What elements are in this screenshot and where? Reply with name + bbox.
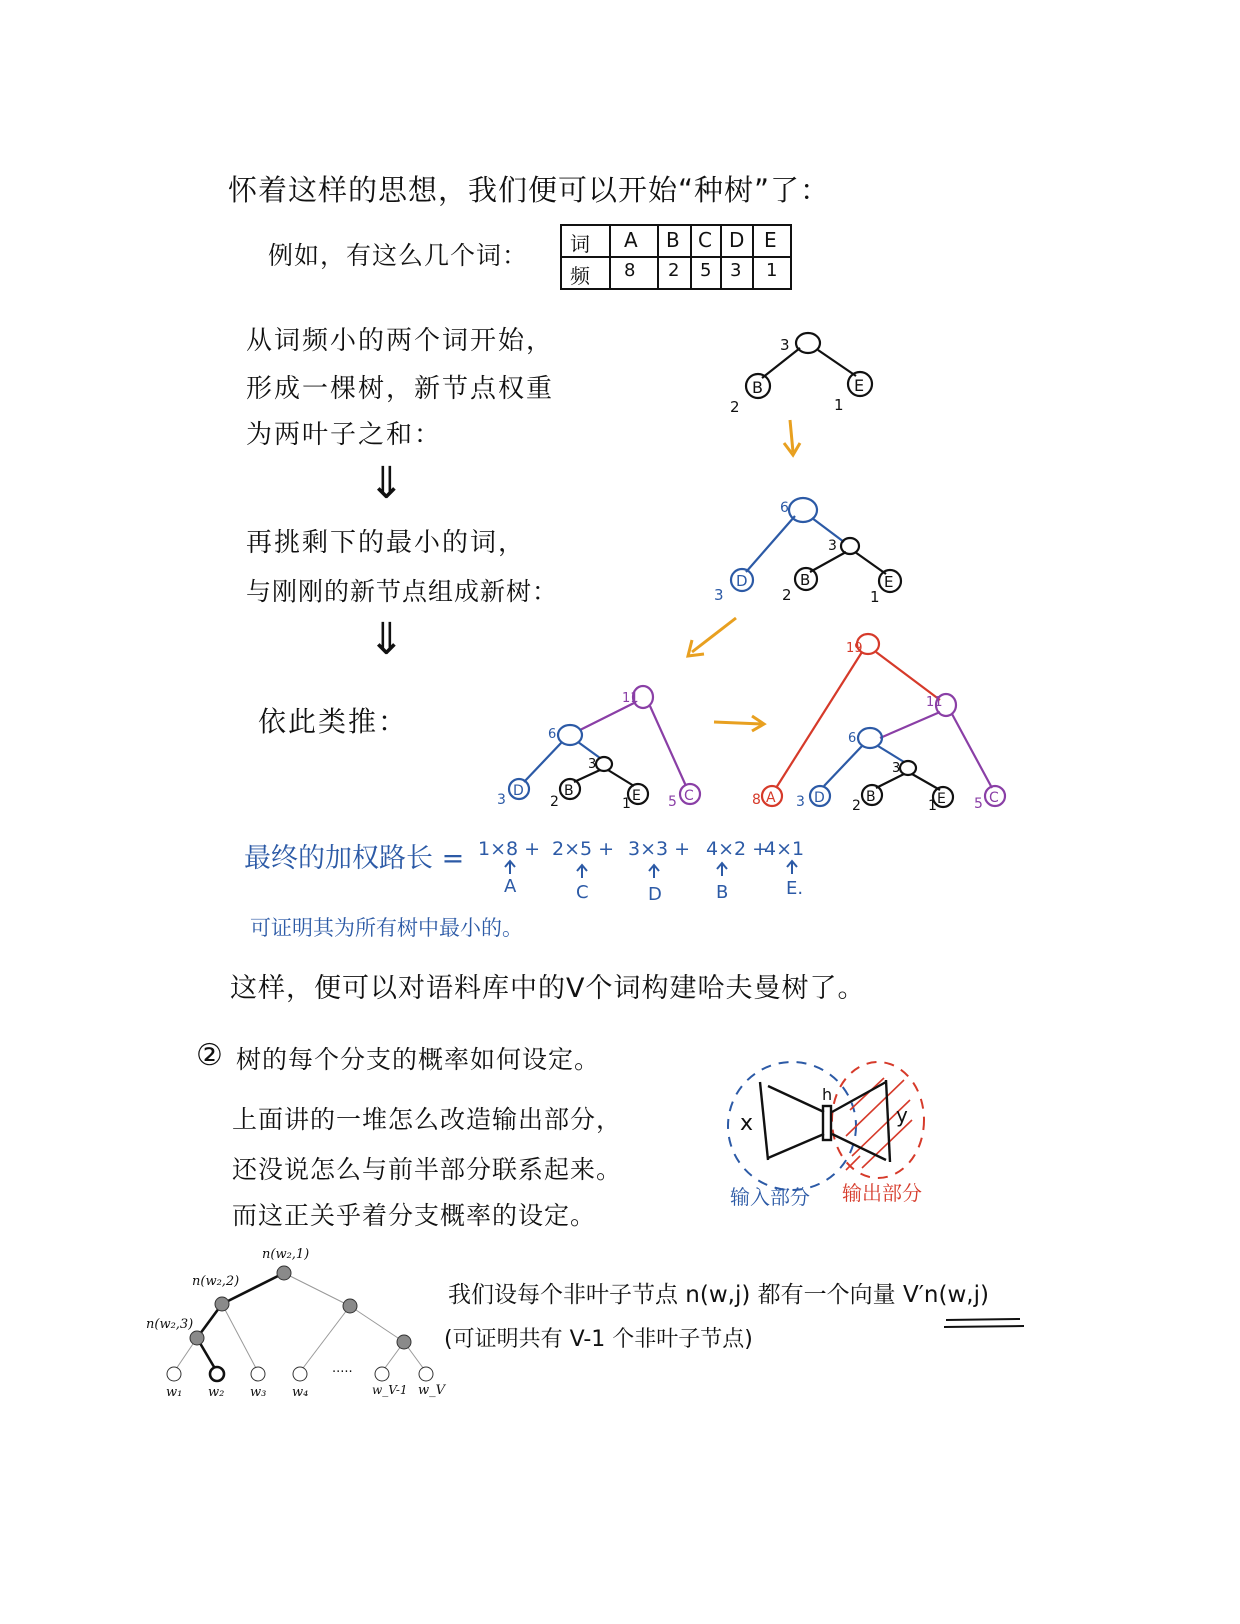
- intro-text: 怀着这样的思想，我们便可以开始“种树”了：: [228, 173, 831, 207]
- table-word-cell: E: [764, 228, 777, 252]
- orange-arrow-2: [692, 618, 736, 652]
- orange-arrow-1: [790, 420, 793, 452]
- tree3-b-weight: 2: [550, 794, 559, 810]
- weighted-path-label: 最终的加权路长 =: [244, 843, 465, 874]
- tree2-mid-weight: 3: [828, 538, 837, 554]
- tree2-node-e: E: [884, 573, 894, 591]
- tree2-node-d: D: [736, 572, 748, 590]
- table-header-freq: 频: [570, 264, 590, 288]
- bottleneck-diagram: [728, 1062, 924, 1190]
- table-freq-cell: 3: [730, 260, 742, 281]
- weighted-letter: B: [716, 882, 729, 903]
- weighted-term: 1×8 +: [478, 838, 541, 860]
- tree-fig-dots: ·····: [332, 1365, 353, 1380]
- example-label: 例如，有这么几个词：: [268, 241, 529, 270]
- section-title: 树的每个分支的概率如何设定。: [236, 1045, 601, 1074]
- tree-fig-leaf: w₄: [292, 1385, 309, 1400]
- step1-line2: 形成一棵树，新节点权重: [246, 374, 555, 404]
- tree4-node-c: C: [989, 790, 999, 806]
- tree1-node-e: E: [854, 376, 865, 395]
- tree4-c-weight: 5: [974, 796, 983, 812]
- table-header-word: 词: [570, 232, 590, 256]
- section-number: ②: [196, 1038, 223, 1073]
- tree2-d-weight: 3: [714, 586, 724, 604]
- tree4-inner-weight: 6: [848, 731, 857, 746]
- table-freq-cell: 5: [700, 260, 712, 281]
- tree4-node-a: A: [766, 790, 776, 806]
- tree4-mid-weight: 3: [892, 761, 901, 776]
- tree-3: [509, 686, 700, 804]
- tree4-node-b: B: [866, 789, 876, 805]
- table-word-cell: D: [729, 228, 745, 252]
- tree3-root-weight: 11: [622, 691, 639, 706]
- vector-note-line2: (可证明共有 V-1 个非叶子节点): [444, 1327, 753, 1352]
- tree3-e-weight: 1: [622, 796, 631, 812]
- tree3-node-e: E: [632, 788, 641, 804]
- diagram-input-label: 输入部分: [730, 1185, 810, 1209]
- table-word-cell: A: [624, 228, 638, 252]
- step1-line1: 从词频小的两个词开始，: [246, 326, 555, 356]
- weighted-term: 4×1: [764, 838, 805, 860]
- tree4-node-d: D: [814, 790, 825, 806]
- tree2-node-b: B: [800, 571, 811, 589]
- tree3-mid-weight: 3: [588, 757, 597, 772]
- tree-fig-leaf: w_V: [418, 1383, 446, 1398]
- orange-arrow-3: [714, 722, 762, 724]
- tree4-r11-weight: 11: [926, 695, 943, 710]
- section-line: 上面讲的一堆怎么改造输出部分，: [232, 1105, 623, 1134]
- section-line: 还没说怎么与前半部分联系起来。: [232, 1155, 623, 1184]
- vector-underline: [944, 1319, 1024, 1327]
- conclusion-text: 这样，便可以对语料库中的V个词构建哈夫曼树了。: [230, 973, 866, 1004]
- diagram-y-label: y: [896, 1103, 908, 1127]
- step1-line3: 为两叶子之和：: [246, 420, 443, 450]
- tree3-c-weight: 5: [668, 794, 677, 810]
- tree3-node-b: B: [564, 783, 574, 799]
- table-freq-cell: 8: [624, 260, 636, 281]
- tree3-inner-weight: 6: [548, 727, 557, 742]
- tree1-root-weight: 3: [780, 336, 790, 354]
- tree3-node-d: D: [513, 783, 524, 799]
- diagram-x-label: x: [740, 1111, 754, 1136]
- tree2-root-weight: 6: [780, 500, 789, 516]
- weighted-letter: D: [648, 884, 662, 905]
- tree2-e-weight: 1: [870, 588, 880, 606]
- step2-line1: 再挑剩下的最小的词，: [246, 528, 527, 558]
- down-arrow: ⇓: [368, 458, 405, 509]
- tree-fig-leaf: w₁: [166, 1385, 183, 1400]
- tree-fig-leaf: w_V-1: [372, 1383, 408, 1397]
- weighted-term: 3×3 +: [628, 838, 691, 860]
- tree-fig-leaf: w₃: [250, 1385, 267, 1400]
- tree-fig-node-label: n(w₂,2): [192, 1274, 240, 1289]
- tree-2: [731, 498, 901, 592]
- table-freq-cell: 1: [766, 260, 778, 281]
- tree-fig-leaf: w₂: [208, 1385, 225, 1400]
- table-word-cell: C: [698, 228, 712, 252]
- table-freq-cell: 2: [668, 260, 680, 281]
- tree-fig-node-label: n(w₂,1): [262, 1247, 310, 1262]
- tree1-e-weight: 1: [834, 396, 844, 414]
- vector-note-line1: 我们设每个非叶子节点 n(w,j) 都有一个向量 V′n(w,j): [448, 1282, 989, 1308]
- section-line: 而这正关乎着分支概率的设定。: [232, 1201, 597, 1230]
- tree3-node-c: C: [684, 788, 694, 804]
- tree-fig-node-label: n(w₂,3): [146, 1317, 194, 1332]
- tree4-d-weight: 3: [796, 794, 805, 810]
- tree4-e-weight: 1: [928, 798, 937, 814]
- diagram-h-label: h: [822, 1085, 833, 1104]
- tree4-b-weight: 2: [852, 798, 861, 814]
- weighted-term: 4×2 +: [706, 838, 769, 860]
- tree4-a-weight: 8: [752, 792, 761, 808]
- tree1-node-b: B: [752, 378, 763, 397]
- down-arrow: ⇓: [368, 614, 405, 665]
- tree2-b-weight: 2: [782, 586, 792, 604]
- weighted-term: 2×5 +: [552, 838, 615, 860]
- tree4-root-weight: 19: [846, 641, 863, 656]
- weighted-up-arrows: [505, 861, 797, 878]
- step2-line2: 与刚刚的新节点组成新树：: [246, 577, 559, 606]
- minimality-note: 可证明其为所有树中最小的。: [250, 916, 523, 940]
- weighted-letter: C: [576, 882, 589, 903]
- tree1-b-weight: 2: [730, 398, 740, 416]
- weighted-letter: E.: [786, 878, 804, 899]
- tree-4: [762, 634, 1005, 807]
- table-word-cell: B: [666, 228, 680, 252]
- diagram-output-label: 输出部分: [842, 1181, 922, 1205]
- weighted-letter: A: [504, 876, 517, 897]
- step3-text: 依此类推：: [258, 705, 409, 738]
- tree3-d-weight: 3: [497, 792, 506, 808]
- tree4-node-e: E: [937, 791, 946, 807]
